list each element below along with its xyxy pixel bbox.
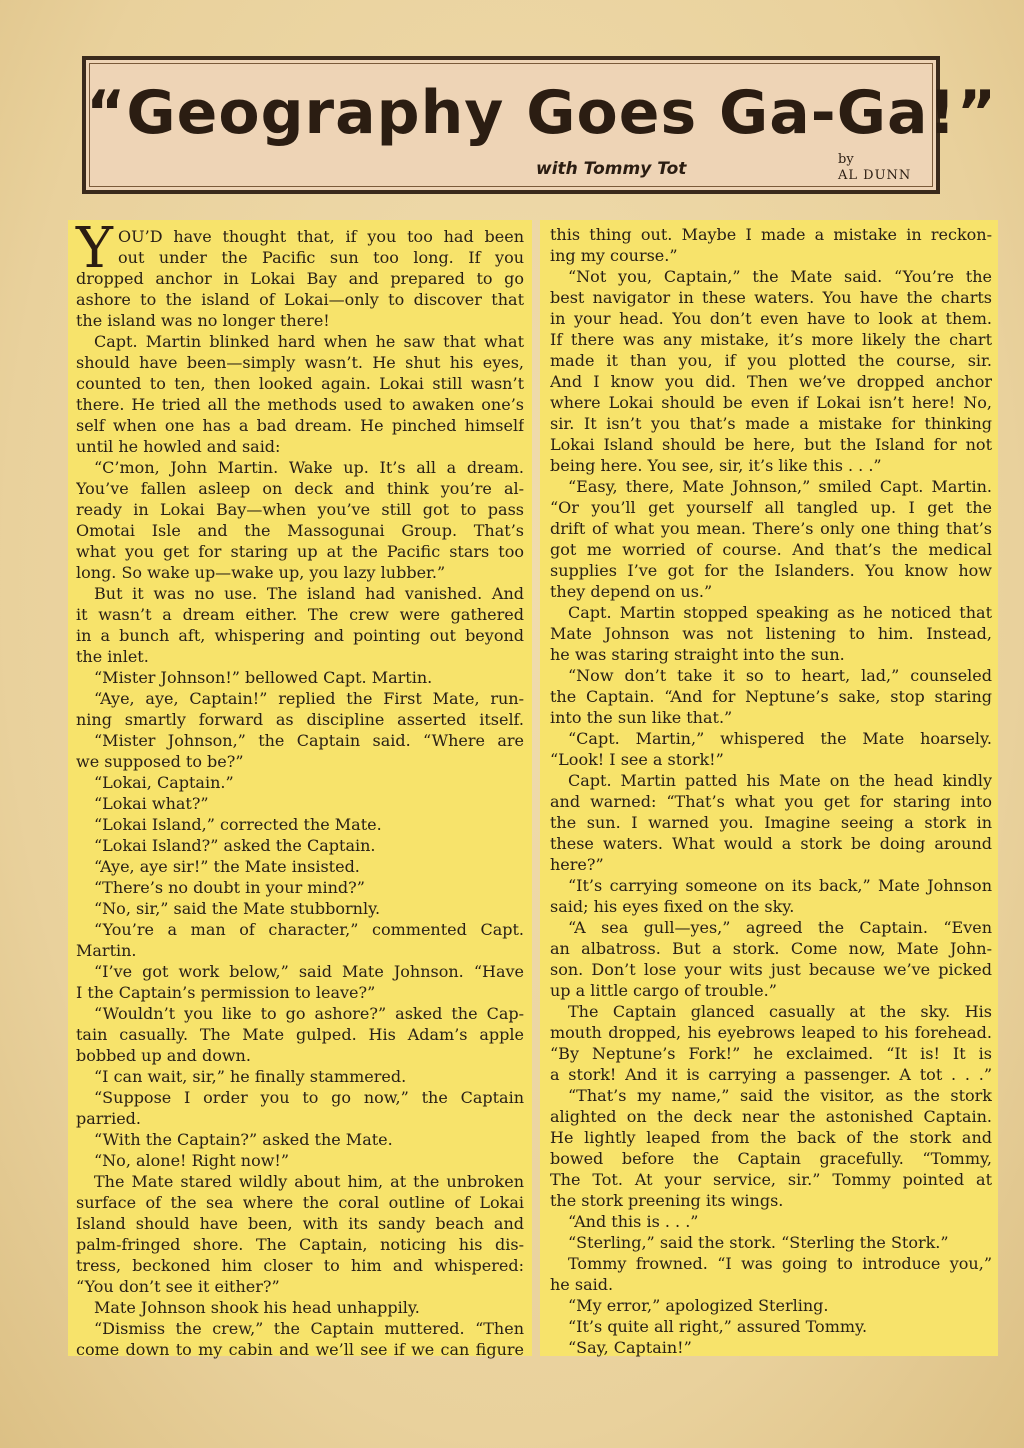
text-line: He lightly leaped from the back of the stork and: [550, 1128, 992, 1147]
text-line: the inlet.: [76, 647, 149, 666]
text-line: “Look! I see a stork!”: [550, 750, 724, 769]
text-line: should have been—simply wasn’t. He shut his eyes,: [76, 353, 524, 372]
text-line: The Tot. At your service, sir.” Tommy pointed at: [550, 1170, 992, 1189]
text-line: parried.: [76, 1109, 141, 1128]
text-line: “My error,” apologized Sterling.: [568, 1296, 829, 1315]
text-line: “Capt. Martin,” whispered the Mate hoarsely.: [568, 729, 992, 748]
text-line: mouth dropped, his eyebrows leaped to his forehead.: [550, 1023, 992, 1042]
text-line: “Aye, aye sir!” the Mate insisted.: [94, 857, 360, 876]
text-line: “It’s quite all right,” assured Tommy.: [568, 1317, 868, 1336]
text-line: “You don’t see it either?”: [76, 1277, 280, 1296]
text-line: “Lokai, Captain.”: [94, 773, 234, 792]
text-line: it wasn’t a dream either. The crew were gathered: [76, 605, 524, 624]
text-line: “Lokai Island,” corrected the Mate.: [94, 815, 382, 834]
text-line: out under the Pacific sun too long. If you: [118, 248, 524, 267]
text-line: these waters. What would a stork be doing around: [550, 834, 992, 853]
text-line: “That’s my name,” said the visitor, as the stork: [568, 1086, 992, 1105]
text-line: he said.: [550, 1275, 614, 1294]
text-line: Omotai Isle and the Massogunai Group. That’s: [76, 521, 524, 540]
text-line: Lokai Island should be here, but the Island for not: [550, 435, 992, 454]
text-line: “Dismiss the crew,” the Captain muttered. “Then: [94, 1319, 524, 1338]
text-line: come down to my cabin and we’ll see if we can figure: [76, 1340, 524, 1359]
text-line: “And this is . . .”: [568, 1212, 699, 1231]
text-line: And I know you did. Then we’ve dropped anchor: [550, 372, 992, 391]
text-line: “C’mon, John Martin. Wake up. It’s all a dream.: [94, 458, 524, 477]
text-line: Mate Johnson shook his head unhappily.: [94, 1298, 420, 1317]
text-line: If there was any mistake, it’s more likely the chart: [550, 330, 992, 349]
text-line: I the Captain’s permission to leave?”: [76, 983, 376, 1002]
text-line: where Lokai should be even if Lokai isn’t here! No,: [550, 393, 992, 412]
drop-cap: Y: [76, 216, 113, 281]
text-line: self when one has a bad dream. He pinched himself: [76, 416, 524, 435]
text-line: Tommy frowned. “I was going to introduce you,”: [568, 1254, 992, 1273]
text-line: “No, sir,” said the Mate stubbornly.: [94, 899, 381, 918]
text-line: “Or you’ll get yourself all tangled up. I get the: [550, 498, 992, 517]
text-line: counted to ten, then looked again. Lokai still wasn’t: [76, 374, 524, 393]
text-line: “Now don’t take it so to heart, lad,” counseled: [568, 666, 992, 685]
text-line: until he howled and said:: [76, 437, 281, 456]
text-line: a stork! And it is carrying a passenger. A tot . . .”: [550, 1065, 992, 1084]
text-line: “You’re a man of character,” commented Capt.: [94, 920, 524, 939]
text-line: ing my course.”: [550, 246, 678, 265]
text-line: got me worried of course. And that’s the medical: [550, 540, 992, 559]
text-line: said; his eyes fixed on the sky.: [550, 897, 795, 916]
text-line: in your head. You don’t even have to look at them.: [550, 309, 992, 328]
text-line: ning smartly forward as discipline asserted itself.: [76, 710, 524, 729]
text-line: “A sea gull—yes,” agreed the Captain. “Even: [568, 918, 992, 937]
text-line: ready in Lokai Bay—when you’ve still got to pass: [76, 500, 524, 519]
text-line: he was staring straight into the sun.: [550, 645, 845, 664]
text-line: here?”: [550, 855, 604, 874]
text-line: “Suppose I order you to go now,” the Captain: [94, 1088, 524, 1107]
text-line: “I can wait, sir,” he finally stammered.: [94, 1067, 407, 1086]
title-box: [82, 56, 998, 194]
text-line: and warned: “That’s what you get for staring into: [550, 792, 992, 811]
author-name: AL DUNN: [838, 168, 912, 183]
by-label: by: [838, 152, 854, 167]
text-line: “Lokai what?”: [94, 794, 209, 813]
text-line: sir. It isn’t you that’s made a mistake for thinking: [550, 414, 992, 433]
text-line: The Mate stared wildly about him, at the unbroken: [94, 1172, 524, 1191]
text-line: into the sun like that.”: [550, 708, 733, 727]
text-line: OU’D have thought that, if you too had been: [118, 227, 524, 246]
text-line: best navigator in these waters. You have the charts: [550, 288, 992, 307]
text-line: bowed before the Captain gracefully. “Tommy,: [550, 1149, 992, 1168]
text-line: But it was no use. The island had vanished. And: [94, 584, 524, 603]
text-line: You’ve fallen asleep on deck and think you’re al-: [76, 479, 524, 498]
text-line: Capt. Martin blinked hard when he saw that what: [94, 332, 524, 351]
text-line: alighted on the deck near the astonished Captain.: [550, 1107, 992, 1126]
text-line: the stork preening its wings.: [550, 1191, 784, 1210]
text-line: the island was no longer there!: [76, 311, 330, 330]
text-line: palm-fringed shore. The Captain, noticing his dis-: [76, 1235, 524, 1254]
text-line: Island should have been, with its sandy beach and: [76, 1214, 524, 1233]
byline: [838, 152, 911, 184]
right-column-lines: [550, 224, 992, 1358]
text-line: what you get for staring up at the Pacific stars too: [76, 542, 524, 561]
text-line: the sun. I warned you. Imagine seeing a stork in: [550, 813, 992, 832]
text-line: being here. You see, sir, it’s like this . . .”: [550, 456, 882, 475]
text-line: drift of what you mean. There’s only one thing that’s: [550, 519, 992, 538]
right-text-column: [540, 220, 998, 1356]
text-line: “Wouldn’t you like to go ashore?” asked the Cap-: [94, 1004, 524, 1023]
text-line: son. Don’t lose your wits just because we’ve picked: [550, 960, 992, 979]
text-line: “Aye, aye, Captain!” replied the First Mate, run-: [94, 689, 524, 708]
text-line: “Not you, Captain,” the Mate said. “You’re the: [568, 267, 992, 286]
text-line: an albatross. But a stork. Come now, Mate John-: [550, 939, 992, 958]
text-line: the Captain. “And for Neptune’s sake, stop staring: [550, 687, 992, 706]
left-column-lines: [76, 216, 524, 1360]
text-line: “Mister Johnson,” the Captain said. “Where are: [94, 731, 524, 750]
text-line: bobbed up and down.: [76, 1046, 251, 1065]
text-line: “I’ve got work below,” said Mate Johnson. “Have: [94, 962, 524, 981]
text-line: this thing out. Maybe I made a mistake in reckon-: [550, 225, 992, 244]
story-title: “Geography Goes Ga-Ga!”: [86, 78, 998, 148]
text-line: long. So wake up—wake up, you lazy lubber.”: [76, 563, 446, 582]
text-line: “Say, Captain!”: [568, 1338, 692, 1357]
text-line: “Lokai Island?” asked the Captain.: [94, 836, 376, 855]
text-line: “Mister Johnson!” bellowed Capt. Martin.: [94, 668, 433, 687]
text-line: “By Neptune’s Fork!” he exclaimed. “It is! It is: [550, 1044, 992, 1063]
text-line: “With the Captain?” asked the Mate.: [94, 1130, 393, 1149]
text-line: “There’s no doubt in your mind?”: [94, 878, 365, 897]
text-line: in a bunch aft, whispering and pointing out beyond: [76, 626, 524, 645]
text-line: Martin.: [76, 941, 137, 960]
text-line: “Easy, there, Mate Johnson,” smiled Capt. Martin.: [568, 477, 992, 496]
text-line: up a little cargo of trouble.”: [550, 981, 777, 1000]
text-line: The Captain glanced casually at the sky. His: [568, 1002, 992, 1021]
text-line: made it than you, if you plotted the course, sir.: [550, 351, 992, 370]
text-line: surface of the sea where the coral outline of Lokai: [76, 1193, 524, 1212]
text-line: Capt. Martin stopped speaking as he noticed that: [568, 603, 992, 622]
text-line: we supposed to be?”: [76, 752, 244, 771]
text-line: Capt. Martin patted his Mate on the head kindly: [568, 771, 992, 790]
left-text-column: [68, 216, 532, 1359]
text-line: “No, alone! Right now!”: [94, 1151, 290, 1170]
text-line: they depend on us.”: [550, 582, 713, 601]
text-line: “Sterling,” said the stork. “Sterling the Stork.”: [568, 1233, 949, 1252]
text-line: tress, beckoned him closer to him and whispered:: [76, 1256, 524, 1275]
text-line: there. He tried all the methods used to awaken one’s: [76, 395, 524, 414]
story-subtitle: with Tommy Tot: [536, 159, 687, 179]
text-line: Mate Johnson was not listening to him. Instead,: [550, 624, 992, 643]
text-line: supplies I’ve got for the Islanders. You know how: [550, 561, 992, 580]
text-line: “It’s carrying someone on its back,” Mate Johnson: [568, 876, 992, 895]
text-line: dropped anchor in Lokai Bay and prepared to go: [76, 269, 524, 288]
text-line: ashore to the island of Lokai—only to discover that: [76, 290, 524, 309]
text-line: tain casually. The Mate gulped. His Adam’s apple: [76, 1025, 524, 1044]
